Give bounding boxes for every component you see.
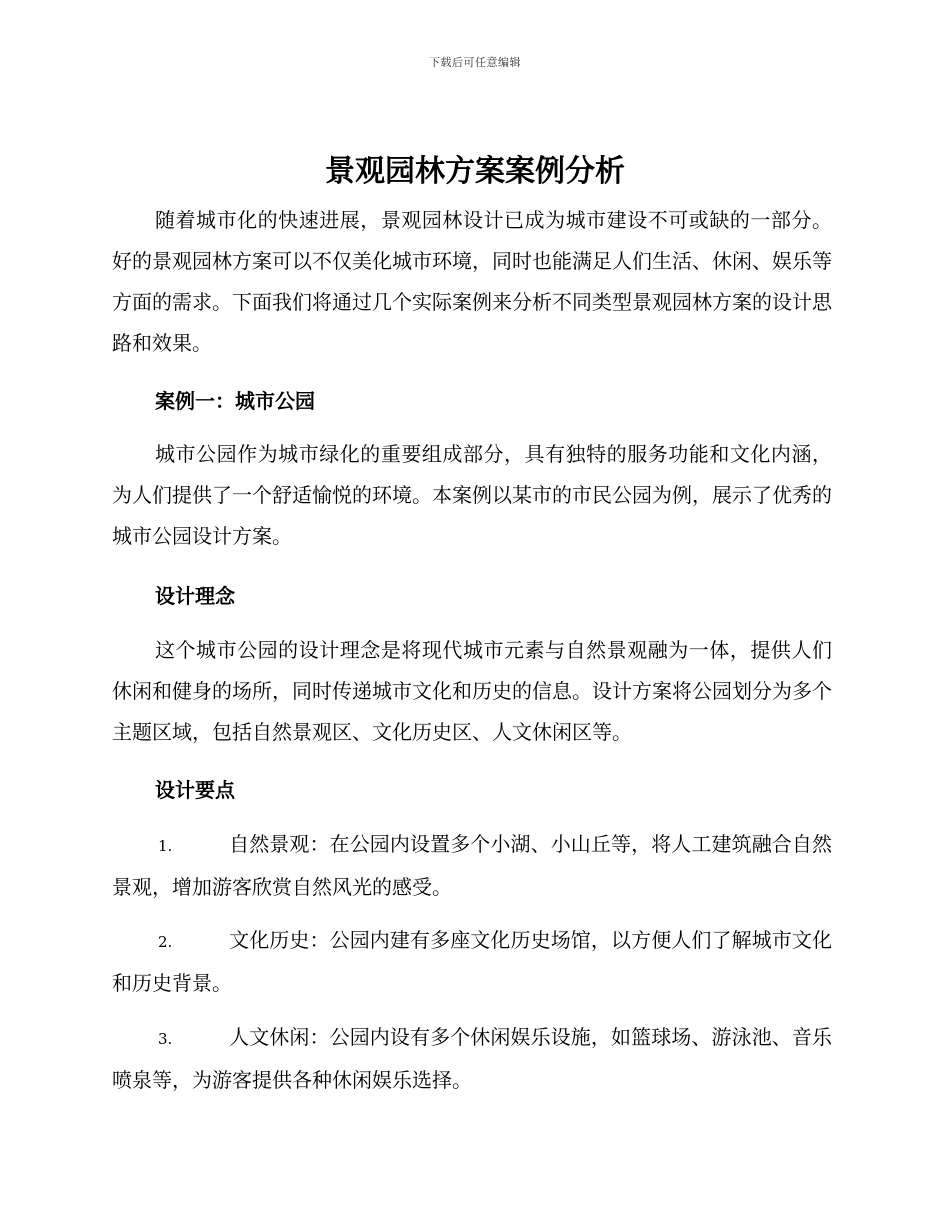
design-points-heading: 设计要点	[155, 778, 235, 802]
list-text: 文化历史：公园内建有多座文化历史场馆，以方便人们了解城市文化和历史背景。	[112, 928, 832, 995]
list-text: 人文休闲：公园内设有多个休闲娱乐设施，如篮球场、游泳池、音乐喷泉等，为游客提供各种休闲娱乐选择。	[112, 1025, 832, 1092]
list-number: 2.	[158, 933, 173, 951]
design-concept-paragraph: 这个城市公园的设计理念是将现代城市元素与自然景观融为一体，提供人们休闲和健身的场所，同时传递城市文化和历史的信息。设计方案将公园划分为多个主题区域，包括自然景观区、文化历史区、人文休闲区等。	[112, 638, 832, 744]
list-item	[112, 824, 832, 908]
case1-paragraph: 城市公园作为城市绿化的重要组成部分，具有独特的服务功能和文化内涵，为人们提供了一个舒适愉悦的环境。本案例以某市的市民公园为例，展示了优秀的城市公园设计方案。	[112, 442, 832, 548]
intro-paragraph: 随着城市化的快速进展，景观园林设计已成为城市建设不可或缺的一部分。好的景观园林方案可以不仅美化城市环境，同时也能满足人们生活、休闲、娱乐等方面的需求。下面我们将通过几个实际案例来分析不同类型景观园林方案的设计思路和效果。	[112, 208, 832, 355]
header-note: 下载后可任意编辑	[429, 56, 521, 69]
list-item	[112, 1017, 832, 1101]
list-number: 1.	[158, 837, 173, 855]
list-text: 自然景观：在公园内设置多个小湖、小山丘等，将人工建筑融合自然景观，增加游客欣赏自然风光的感受。	[112, 832, 832, 899]
list-number: 3.	[158, 1030, 173, 1048]
list-item	[112, 920, 832, 1004]
case1-heading: 案例一：城市公园	[155, 389, 315, 413]
design-concept-heading: 设计理念	[155, 584, 235, 608]
document-title: 景观园林方案案例分析	[325, 154, 625, 189]
